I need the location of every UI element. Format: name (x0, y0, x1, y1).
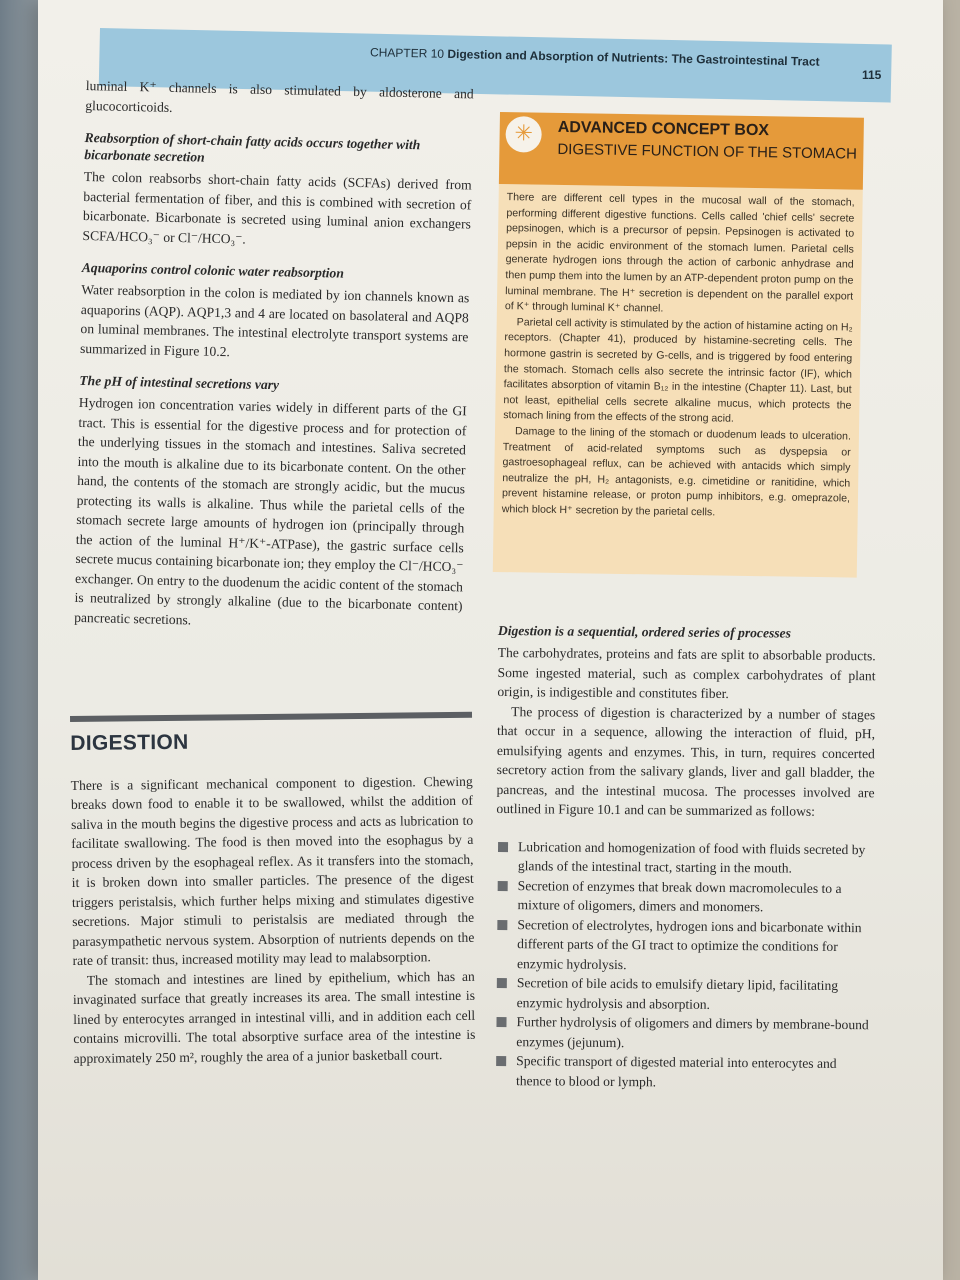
digestion-title: DIGESTION (70, 730, 189, 755)
bullet-square-icon (498, 842, 508, 852)
advanced-concept-box (492, 112, 864, 600)
section-text-scfa: The colon reabsorbs short-chain fatty acids (SCFAs) derived from bacterial fermentation of fiber, and this is combined with secretion of bicarbonate. Bicarbonate is secreted using luminal anion exchangers SCFA/HCO₃⁻ or Cl⁻/HCO₃⁻. (82, 168, 472, 247)
list-item-text: Specific transport of digested material into enterocytes and thence to blood or lymph. (515, 1053, 837, 1089)
list-item-text: Secretion of enzymes that break down macromolecules to a mixture of oligomers, dimers and monomers. (517, 877, 842, 915)
concept-box-title: DIGESTIVE FUNCTION OF THE STOMACH (557, 140, 857, 163)
concept-sparkle-icon: ✳ (505, 116, 542, 153)
list-item (494, 1012, 872, 1054)
concept-paragraph-3: Damage to the lining of the stomach or duodenum leads to ulceration. Treatment of acid-related symptoms such as dyspepsia or gastroesophageal reflux, can be achieved with antacids which simply neutralize the pH, H₂ antagonists, e.g. cimetidine or ranitidine, which prevent histamine release, or proton pump inhibitors, e.g. omeprazole, which block H⁺ secretion by the parietal cells. (501, 425, 852, 519)
concept-box-body (493, 184, 863, 578)
bullet-square-icon (497, 978, 507, 988)
right-column-lower (494, 622, 876, 1093)
chapter-number: CHAPTER 10 (369, 45, 445, 61)
concept-box-label: ADVANCED CONCEPT BOX (557, 118, 770, 140)
digestion-section (70, 712, 476, 1068)
section-text-aquaporins: Water reabsorption in the colon is mediated by ion channels known as aquaporins (AQP). AQP1,3 and 4 are located on basolateral and AQP8 on luminal membranes. The intestinal electrolyte transport systems are summarized in Figure 10.2. (79, 281, 470, 359)
section-heading-ph: The pH of intestinal secretions vary (79, 372, 280, 393)
bullet-square-icon (497, 920, 507, 930)
section-text-ph: Hydrogen ion concentration varies widely in different parts of the GI tract. This is essential for the digestive process and for protection of the underlying tissues in the stomach and intestines. Saliva secreted into the mouth is alkaline due to its bicarbonate content. On the other hand, the contents of the stomach are strongly acidic, but the mucus protecting its walls is alkaline. Thus while the parietal cells of the stomach secrete large amounts of hydrogen ion (principally through the action of the luminal H⁺/K⁺-ATPase), the gastric surface cells secrete mucus containing bicarbonate ion; they employ the Cl⁻/HCO₃⁻ exchanger. On entry to the duodenum the acidic content of the stomach is neutralized by strongly alkaline (due to the bicarbonate content) pancreatic secretions. (74, 394, 467, 627)
list-item-text: Further hydrolysis of oligomers and dimers by membrane-bound enzymes (jejunum). (516, 1014, 869, 1050)
section-heading-aquaporins: Aquaporins control colonic water reabsorption (81, 259, 345, 281)
process-list (494, 836, 874, 1093)
section-heading-sequential: Digestion is a sequential, ordered series of processes (497, 622, 791, 641)
concept-paragraph-2: Parietal cell activity is stimulated by the action of histamine acting on H₂ receptors. (Chapter 41), produced by histamine-secreting cells. The hormone gastrin is secreted by G-cells, and is triggered by food entering the stomach. Stomach cells also secrete the intrinsic factor (IF), which facilitates absorption of vitamin B₁₂ in the intestine (Chapter 11). Last, but not least, epithelial cells secrete alkaline mucus, which protects the stomach lining from the effects of the strong acid. (503, 316, 853, 426)
sequential-paragraph-1: The carbohydrates, proteins and fats are split to absorbable products. Some ingested material, such as complex carbohydrates of plant origin, is indigestible and constitutes fiber. (497, 644, 876, 702)
left-column-upper (74, 76, 474, 635)
digestion-paragraph-1: There is a significant mechanical component to digestion. Chewing breaks down food to enable it to be swallowed, whilst the addition of saliva in the mouth begins the digestive process and acts as lubrication to facilitate swallowing. The food is then moved into the esophagus by a process driven by the esophageal reflex. As it transfers into the stomach, it is broken down into smaller particles. The presence of the digest triggers peristalsis, which further helps mixing and stimulates digestive secretions. Major stimuli to peristalsis are mediated through the parasympathetic nervous system. Absorption of nutrients depends on the rate of transit: thus, increased motility may lead to malabsorption. (70, 773, 475, 968)
list-item-text: Lubrication and homogenization of food with fluids secreted by glands of the intestinal tract, starting in the mouth. (517, 838, 866, 876)
bullet-square-icon (498, 881, 508, 891)
intro-text: luminal K⁺ channels is also stimulated by aldosterone and glucocorticoids. (85, 77, 474, 115)
list-item (496, 836, 874, 878)
sequential-paragraph-2: The process of digestion is characterized by a number of stages that occur in a sequence, allowing the interaction of fluid, pH, emulsifying agents and enzymes. This, in turn, requires concerted secretory action from the salivary glands, liver and gall bladder, the pancreas, and the intestinal mucosa. The processes involved are outlined in Figure 10.1 and can be summarized as follows: (496, 703, 876, 819)
list-item (495, 875, 873, 917)
list-item-text: Secretion of electrolytes, hydrogen ions and bicarbonate within different parts of the GI tract to optimize the conditions for enzymic hydrolysis. (516, 916, 862, 972)
list-item-text: Secretion of bile acids to emulsify dietary lipid, facilitating enzymic hydrolysis and absorption. (516, 975, 839, 1012)
bullet-square-icon (496, 1056, 506, 1066)
list-item (495, 973, 873, 1015)
digestion-paragraph-2: The stomach and intestines are lined by epithelium, which has an invaginated surface that greatly increases its area. The small intestine is lined by enterocytes arranged in intestinal villi, and in addition each cell contains microvilli. The total absorptive surface area of the intestine is approximately 250 m², roughly the area of a junior basketball court. (72, 968, 476, 1066)
section-heading-scfa: Reabsorption of short-chain fatty acids occurs together with bicarbonate secretion (84, 129, 421, 165)
concept-paragraph-1: There are different cell types in the mucosal wall of the stomach, performing different digestive functions. Cells called 'chief cells' secrete pepsinogen, which is a precursor of pepsin. Pepsinogen is activated to pepsin in the acidic environment of the stomach lumen. Parietal cells generate hydrogen ions through the action of carbonic anhydrase and then pump them into the lumen by an ATP-dependent proton pump on the luminal membrane. The H⁺ secretion is dependent on the parallel export of K⁺ through luminal K⁺ channel. (504, 191, 855, 315)
concept-box-header (499, 112, 864, 190)
list-item (495, 914, 873, 976)
chapter-title: Digestion and Absorption of Nutrients: The Gastrointestinal Tract (447, 46, 820, 69)
list-item (494, 1051, 872, 1093)
page-number: 115 (862, 68, 882, 82)
bullet-square-icon (496, 1017, 506, 1027)
